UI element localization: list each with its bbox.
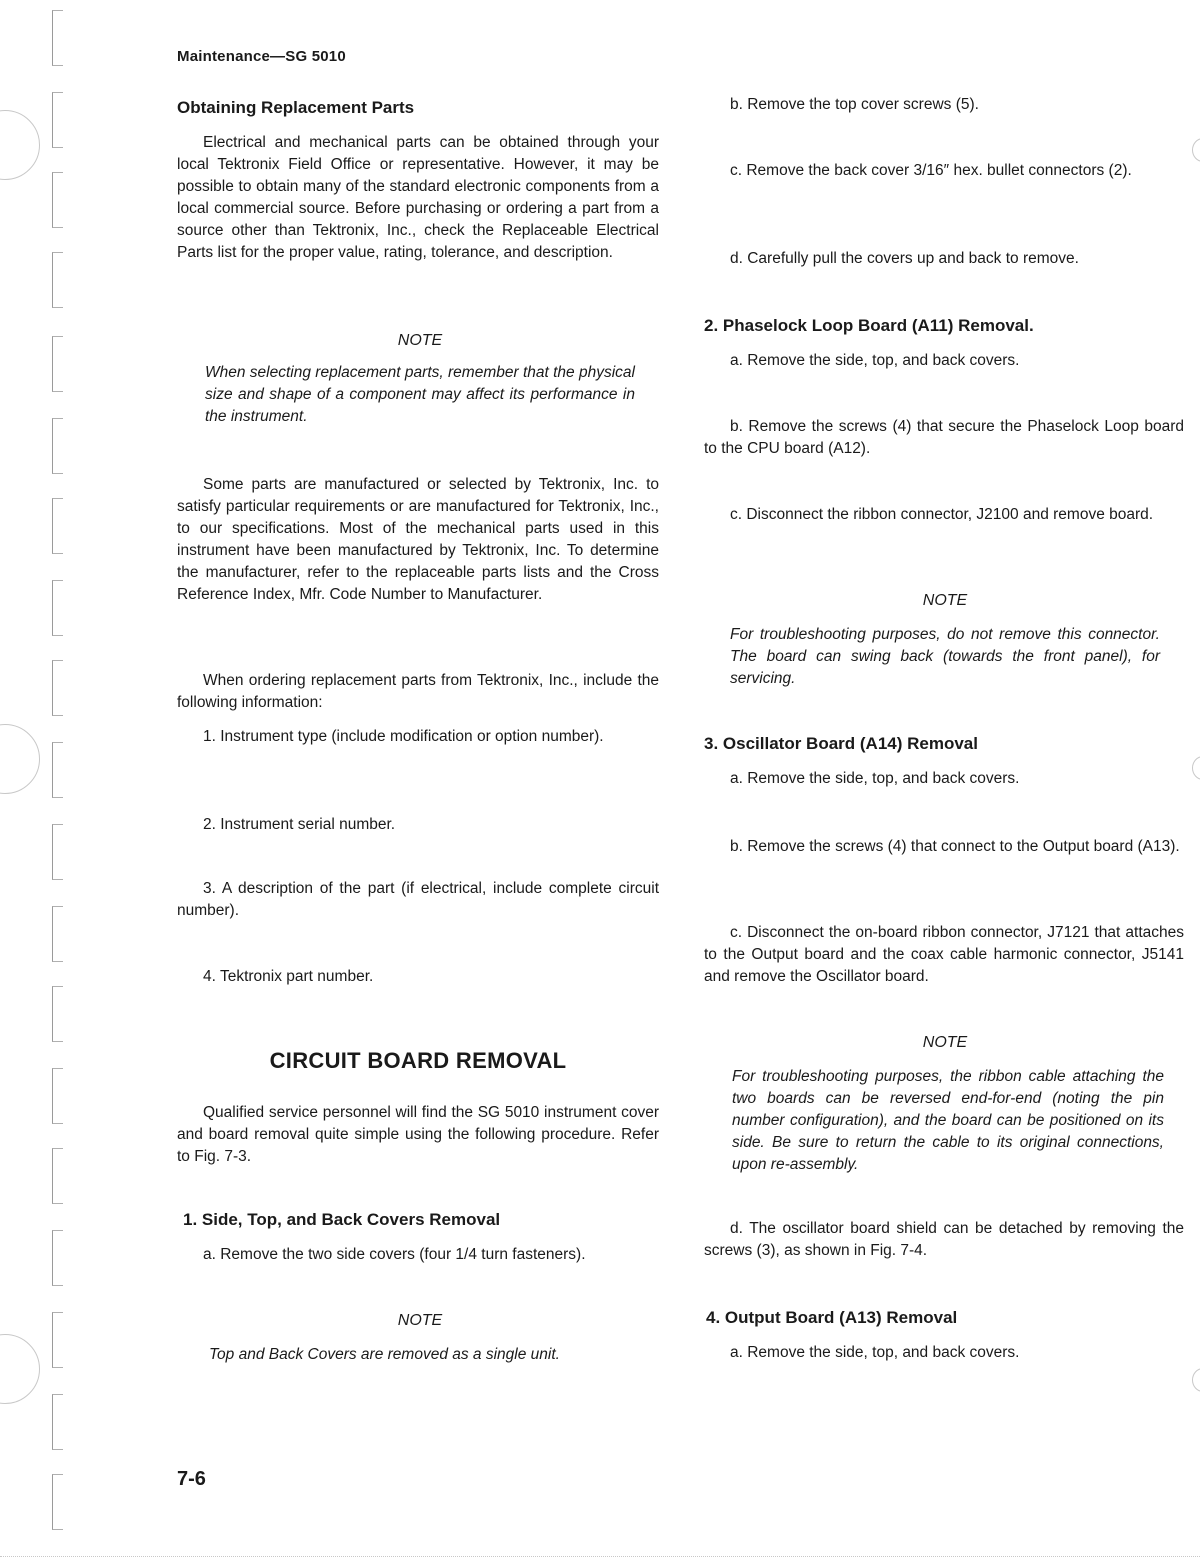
paragraph: Some parts are manufactured or selected by Tektronix, Inc. to satisfy particular requirements or are manufactured for Tektronix, Inc., to our specifications. Most of the mechanical parts used in this instrument have been manufactured by Tektronix, Inc. To determine the manufacturer, refer to the replaceable parts lists and the Cross Reference Index, Mfr. Code Number to Manufacturer. bbox=[177, 476, 659, 603]
punch-hole-right bbox=[1192, 756, 1200, 780]
step-heading-2: 2. Phaselock Loop Board (A11) Removal. bbox=[704, 316, 1034, 335]
punch-hole-right bbox=[1192, 138, 1200, 162]
paragraph: When ordering replacement parts from Tektronix, Inc., include the following information: bbox=[177, 672, 659, 711]
page-number: 7-6 bbox=[177, 1468, 206, 1490]
note-title: NOTE bbox=[397, 1312, 443, 1329]
step-heading-3: 3. Oscillator Board (A14) Removal bbox=[704, 734, 978, 753]
step-item: d. Carefully pull the covers up and back to remove. bbox=[730, 250, 1079, 267]
paragraph: Electrical and mechanical parts can be obtained through your local Tektronix Field Office or representative. However, it may be possible to obtain many of the standard electronic components from a local commercial source. Before purchasing or ordering a part from a source other than Tektronix, Inc., check the Replaceable Electrical Parts list for the proper value, rating, tolerance, and description. bbox=[177, 134, 659, 261]
section-heading-obtaining-parts: Obtaining Replacement Parts bbox=[177, 98, 415, 117]
running-header: Maintenance—SG 5010 bbox=[177, 48, 346, 65]
list-item: 3. A description of the part (if electrical, include complete circuit number). bbox=[177, 880, 659, 919]
step-item: a. Remove the side, top, and back covers. bbox=[730, 352, 1020, 369]
note-body: Top and Back Covers are removed as a single unit. bbox=[209, 1346, 560, 1363]
note-title: NOTE bbox=[922, 592, 968, 609]
punch-hole-right bbox=[1192, 1368, 1200, 1392]
step-item: c. Disconnect the on-board ribbon connector, J7121 that attaches to the Output board and the coax cable harmonic connector, J5141 and remove the Oscillator board. bbox=[704, 924, 1184, 985]
step-item: c. Remove the back cover 3/16″ hex. bullet connectors (2). bbox=[730, 162, 1132, 179]
punch-hole bbox=[0, 1334, 40, 1404]
scan-edge bbox=[0, 1556, 1200, 1557]
punch-hole bbox=[0, 110, 40, 180]
list-item: 4. Tektronix part number. bbox=[203, 968, 374, 985]
step-item: b. Remove the top cover screws (5). bbox=[730, 96, 979, 113]
note-body: For troubleshooting purposes, the ribbon cable attaching the two boards can be reversed end-for-end (noting the pin number configuration), and the board can be positioned on its side. Be sure to return the cable to its original connections, upon re-assembly. bbox=[732, 1068, 1164, 1173]
punch-hole bbox=[0, 724, 40, 794]
note-body: For troubleshooting purposes, do not remove this connector. The board can swing back (towards the front panel), for servicing. bbox=[730, 626, 1160, 687]
step-item: a. Remove the side, top, and back covers. bbox=[730, 1344, 1020, 1361]
step-item: b. Remove the screws (4) that connect to the Output board (A13). bbox=[730, 838, 1180, 855]
list-item: 2. Instrument serial number. bbox=[203, 816, 396, 833]
list-item: 1. Instrument type (include modification or option number). bbox=[203, 728, 604, 745]
step-item: a. Remove the two side covers (four 1/4 turn fasteners). bbox=[203, 1246, 586, 1263]
note-title: NOTE bbox=[397, 332, 443, 349]
step-item: d. The oscillator board shield can be detached by removing the screws (3), as shown in Fig. 7-4. bbox=[704, 1220, 1184, 1259]
step-heading-4: 4. Output Board (A13) Removal bbox=[706, 1308, 958, 1327]
note-title: NOTE bbox=[922, 1034, 968, 1051]
step-item: c. Disconnect the ribbon connector, J2100 and remove board. bbox=[730, 506, 1154, 523]
step-item: b. Remove the screws (4) that secure the Phaselock Loop board to the CPU board (A12). bbox=[704, 418, 1184, 457]
major-heading-circuit-board-removal: CIRCUIT BOARD REMOVAL bbox=[269, 1048, 567, 1073]
step-item: a. Remove the side, top, and back covers. bbox=[730, 770, 1020, 787]
note-body: When selecting replacement parts, remember that the physical size and shape of a component may affect its performance in the instrument. bbox=[205, 364, 635, 425]
binder-edge bbox=[0, 0, 80, 1568]
step-heading-1: 1. Side, Top, and Back Covers Removal bbox=[183, 1210, 501, 1229]
paragraph: Qualified service personnel will find the SG 5010 instrument cover and board removal quite simple using the following procedure. Refer to Fig. 7-3. bbox=[177, 1104, 659, 1165]
